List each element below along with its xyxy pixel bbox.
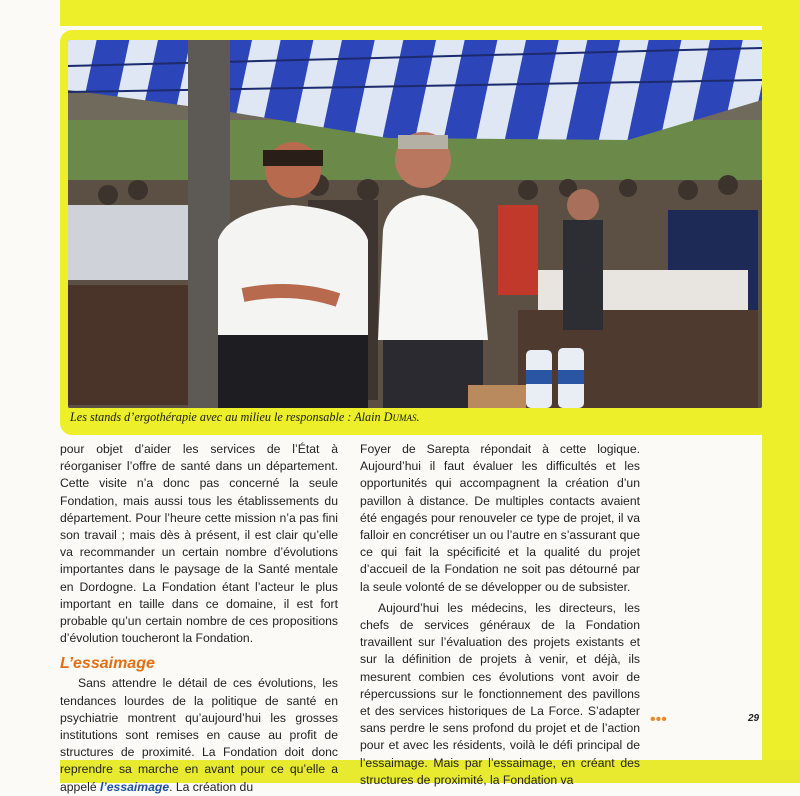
caption-name: Dumas — [383, 410, 417, 424]
paragraph-2-end: . La création du — [169, 779, 254, 794]
text-column-right — [360, 441, 640, 789]
text-column-left — [60, 441, 338, 796]
yellow-frame-top — [60, 0, 800, 26]
photo-caption — [70, 410, 760, 425]
paragraph-2 — [60, 675, 338, 795]
paragraph-3: Foyer de Sarepta répondait à cette logique. Aujourd’hui il faut évaluer les difficultés et les opportunités qui accompagnent la création d’un pavillon à distance. De multiples contacts avaient été engagés pour renouveler ce type de projet, il va falloir en concrétiser un ou l’autre en s’assurant que ce qui fait la spécificité et la qualité du projet d’accueil de la Fondation ne soit pas détourné par la seule volonté de se développer ou de subsister. — [360, 442, 640, 594]
event-photo — [68, 40, 762, 408]
paragraph-2-text: Sans attendre le détail de ces évolutions, les tendances lourdes de la politique de santé en psychiatrie montrent qu’aujourd’hui les grosses institutions sont remises en cause au profit de structures de proximité. La Fondation doit donc reprendre sa marche en avant pour ce qu’elle a appelé — [60, 676, 338, 794]
keyword-essaimage: l’essaimage — [99, 779, 170, 794]
section-heading: L’essaimage — [60, 655, 155, 673]
paragraph-4: Aujourd’hui les médecins, les directeurs, les chefs de services généraux de la Fondation travaillent sur l’évaluation des projets existants et sur la définition de projets à venir, et déjà, ils mesurent combien ces évolutions vont avoir de répercussions sur le fonctionnement des pavillons et des services historiques de La Force. S’adapter sans perdre le sens profond du projet et de l’action pour et avec les résidents, voilà le défi principal de l’essaimage. Mais par l’essaimage, en créant des structures de proximité, la Fondation va — [360, 600, 640, 787]
continuation-mark: ••• — [650, 711, 667, 728]
page-number: 29 — [748, 713, 760, 724]
paragraph-1: pour objet d’aider les services de l’État à réorganiser l’offre de santé dans un département. Cette visite n’a donc pas concerné la seule Fondation, mais aussi tous les établissements du département. Pour l’heure cette mission n’a pas fini son travail ; mais dès à présent, il est clair qu’elle va recommander un certain nombre d’évolutions importantes dans le paysage de la Santé mentale en Dordogne. La Fondation étant l’acteur le plus important en taille dans ce domaine, il est fort probable qu’un certain nombre de ces propositions d’évolution toucheront la Fondation. — [60, 442, 338, 646]
caption-text: Les stands d’ergothérapie avec au milieu le responsable : Alain — [70, 410, 384, 424]
caption-end: . — [416, 410, 420, 424]
